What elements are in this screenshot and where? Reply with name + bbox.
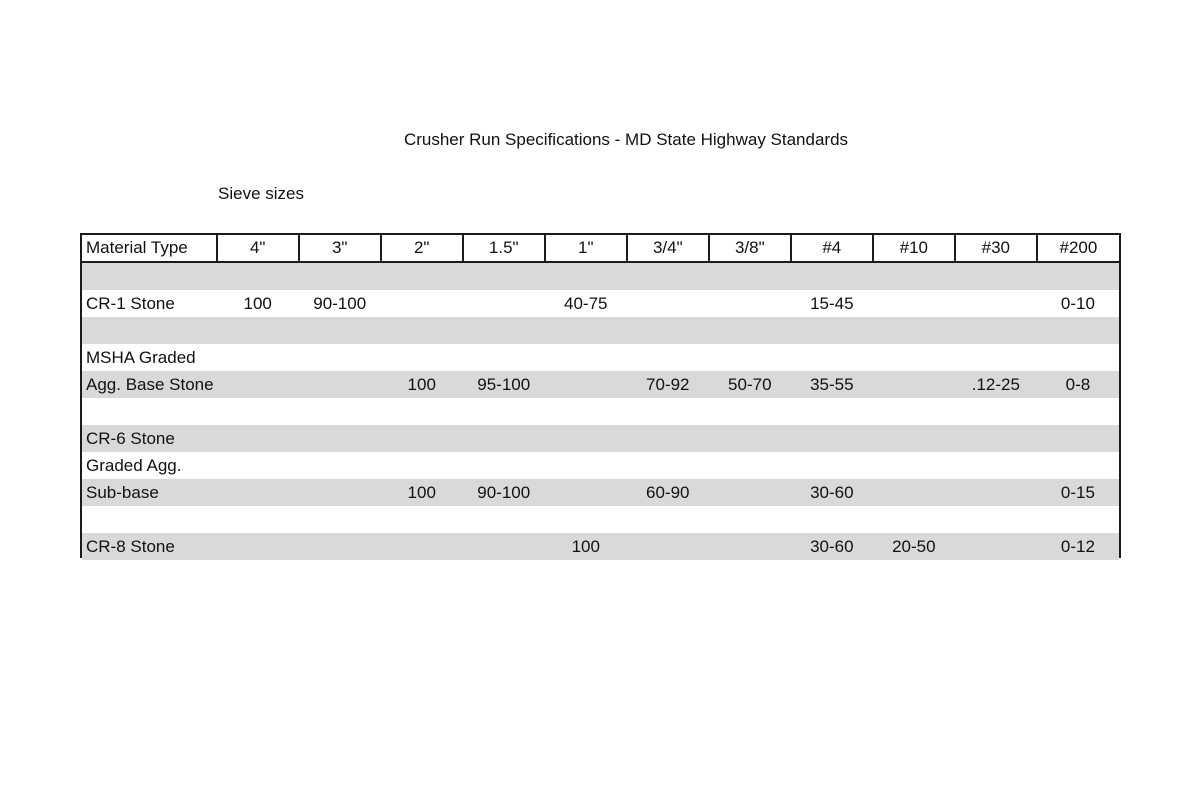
material-type-cell [82, 506, 217, 533]
sieve-value-cell [217, 479, 299, 506]
sieve-value-cell [955, 290, 1037, 317]
sieve-value-cell [545, 452, 627, 479]
sieve-value-cell [381, 317, 463, 344]
sieve-value-cell [381, 290, 463, 317]
sieve-sizes-label: Sieve sizes [218, 184, 304, 203]
sieve-value-cell [791, 344, 873, 371]
header-cell: 2" [381, 235, 463, 262]
sieve-value-cell [1037, 398, 1119, 425]
sieve-value-cell [627, 452, 709, 479]
sieve-value-cell [217, 452, 299, 479]
sieve-value-cell [545, 506, 627, 533]
header-cell: #200 [1037, 235, 1119, 262]
sieve-value-cell [873, 262, 955, 290]
table-row [82, 290, 1119, 317]
sieve-value-cell [873, 506, 955, 533]
sieve-value-cell [873, 452, 955, 479]
sieve-value-cell: .12-25 [955, 371, 1037, 398]
sieve-value-cell [545, 344, 627, 371]
header-cell: #10 [873, 235, 955, 262]
sieve-value-cell [299, 398, 381, 425]
sieve-value-cell: 70-92 [627, 371, 709, 398]
sieve-value-cell: 100 [381, 479, 463, 506]
sieve-value-cell [791, 506, 873, 533]
sieve-value-cell [545, 317, 627, 344]
table-row [82, 398, 1119, 425]
header-cell: 1" [545, 235, 627, 262]
sieve-value-cell: 0-12 [1037, 533, 1119, 560]
sieve-value-cell [1037, 506, 1119, 533]
header-cell: #30 [955, 235, 1037, 262]
sieve-value-cell: 90-100 [463, 479, 545, 506]
sieve-value-cell [627, 290, 709, 317]
sieve-value-cell [709, 506, 791, 533]
sieve-value-cell [299, 506, 381, 533]
header-cell: #4 [791, 235, 873, 262]
sieve-value-cell [1037, 344, 1119, 371]
sieve-value-cell [955, 506, 1037, 533]
sieve-value-cell [381, 533, 463, 560]
sieve-value-cell [709, 479, 791, 506]
sieve-value-cell [1037, 452, 1119, 479]
sieve-value-cell: 90-100 [313, 293, 367, 313]
sieve-value-cell: 95-100 [463, 371, 545, 398]
header-cell: 3" [299, 235, 381, 262]
material-type-cell: CR-8 Stone [82, 533, 217, 560]
sieve-value-cell [709, 452, 791, 479]
sieve-value-cell: 40-75 [564, 293, 608, 313]
sieve-value-cell [955, 533, 1037, 560]
sieve-value-cell [955, 452, 1037, 479]
sieve-value-cell [299, 452, 381, 479]
sieve-value-cell [627, 344, 709, 371]
sieve-value-cell [381, 425, 463, 452]
table-row [82, 262, 1119, 290]
spec-table-container [80, 233, 1121, 558]
sieve-value-cell [873, 344, 955, 371]
sieve-value-cell [381, 398, 463, 425]
sieve-value-cell [381, 506, 463, 533]
sieve-value-cell [955, 479, 1037, 506]
sieve-value-cell [955, 317, 1037, 344]
table-row [82, 533, 1119, 560]
sieve-value-cell [463, 533, 545, 560]
sieve-value-cell [381, 344, 463, 371]
sieve-value-cell [955, 425, 1037, 452]
header-cell: Material Type [82, 235, 217, 262]
sieve-value-cell [791, 398, 873, 425]
sieve-value-cell [1037, 262, 1119, 290]
sieve-value-cell [299, 317, 381, 344]
sieve-value-cell [955, 262, 1037, 290]
table-row [82, 371, 1119, 398]
header-cell: 3/4" [627, 235, 709, 262]
table-row [82, 506, 1119, 533]
sieve-value-cell [381, 262, 463, 290]
sieve-value-cell [873, 290, 955, 317]
table-row [82, 344, 1119, 371]
material-type-cell: Agg. Base Stone [82, 371, 217, 398]
sieve-value-cell [217, 425, 299, 452]
sieve-value-cell [299, 425, 381, 452]
sieve-value-cell [545, 425, 627, 452]
material-type-cell: MSHA Graded [86, 347, 196, 367]
sieve-value-cell [1037, 317, 1119, 344]
material-type-cell: CR-6 Stone [82, 425, 217, 452]
sieve-value-cell [627, 262, 709, 290]
sieve-value-cell [299, 533, 381, 560]
sieve-value-cell [627, 533, 709, 560]
sieve-value-cell [217, 344, 299, 371]
sieve-value-cell [299, 371, 381, 398]
sieve-value-cell [463, 262, 545, 290]
sieve-value-cell [463, 506, 545, 533]
sieve-value-cell [545, 398, 627, 425]
table-row [82, 317, 1119, 344]
header-cell: 3/8" [709, 235, 791, 262]
sieve-value-cell [709, 317, 791, 344]
sieve-value-cell [873, 398, 955, 425]
sieve-value-cell: 30-60 [791, 533, 873, 560]
sieve-value-cell [217, 506, 299, 533]
sieve-value-cell [873, 425, 955, 452]
material-type-cell: Graded Agg. [86, 455, 182, 475]
sieve-value-cell [299, 479, 381, 506]
sieve-value-cell: 30-60 [791, 479, 873, 506]
sieve-value-cell [791, 317, 873, 344]
sieve-value-cell [627, 398, 709, 425]
sieve-value-cell [709, 533, 791, 560]
sieve-value-cell: 0-15 [1037, 479, 1119, 506]
sieve-value-cell [791, 262, 873, 290]
sieve-value-cell [463, 290, 545, 317]
sieve-value-cell [627, 425, 709, 452]
sieve-value-cell [463, 317, 545, 344]
sieve-value-cell [791, 425, 873, 452]
header-cell: 1.5" [463, 235, 545, 262]
page-title: Crusher Run Specifications - MD State Highway Standards [403, 130, 849, 149]
sieve-value-cell [873, 479, 955, 506]
table-row [82, 452, 1119, 479]
sieve-value-cell [217, 398, 299, 425]
sieve-value-cell: 0-8 [1037, 371, 1119, 398]
sieve-value-cell [545, 479, 627, 506]
sieve-value-cell [463, 398, 545, 425]
header-cell: 4" [217, 235, 299, 262]
sieve-value-cell [955, 344, 1037, 371]
sieve-value-cell: 50-70 [709, 371, 791, 398]
sieve-value-cell [873, 371, 955, 398]
sieve-value-cell [217, 262, 299, 290]
sieve-value-cell [873, 317, 955, 344]
sieve-value-cell [463, 452, 545, 479]
table-header-row [82, 235, 1119, 262]
material-type-cell [82, 317, 217, 344]
sieve-value-cell [709, 344, 791, 371]
sieve-value-cell [217, 317, 299, 344]
table-row [82, 425, 1119, 452]
sieve-value-cell [299, 262, 381, 290]
sieve-value-cell [381, 452, 463, 479]
sieve-value-cell [545, 371, 627, 398]
sieve-value-cell [709, 290, 791, 317]
sieve-value-cell: 15-45 [810, 293, 854, 313]
sieve-value-cell [217, 533, 299, 560]
material-type-cell: CR-1 Stone [86, 293, 175, 313]
sieve-value-cell: 0-10 [1060, 293, 1095, 313]
sieve-value-cell [709, 262, 791, 290]
table-row [82, 479, 1119, 506]
sieve-value-cell [955, 398, 1037, 425]
sieve-value-cell [463, 344, 545, 371]
material-type-cell [82, 398, 217, 425]
sieve-value-cell [627, 506, 709, 533]
sieve-value-cell [545, 262, 627, 290]
sieve-value-cell: 20-50 [873, 533, 955, 560]
material-type-cell: Sub-base [82, 479, 217, 506]
sieve-value-cell [709, 425, 791, 452]
sieve-value-cell: 100 [381, 371, 463, 398]
sieve-value-cell: 35-55 [791, 371, 873, 398]
sieve-value-cell: 60-90 [627, 479, 709, 506]
sieve-value-cell [1037, 425, 1119, 452]
sieve-value-cell [299, 344, 381, 371]
sieve-value-cell [791, 452, 873, 479]
sieve-value-cell: 100 [545, 533, 627, 560]
sieve-value-cell [463, 425, 545, 452]
sieve-value-cell [709, 398, 791, 425]
sieve-value-cell [627, 317, 709, 344]
sieve-value-cell: 100 [243, 293, 272, 313]
spec-table [82, 235, 1119, 560]
material-type-cell [82, 262, 217, 290]
sieve-value-cell [217, 371, 299, 398]
